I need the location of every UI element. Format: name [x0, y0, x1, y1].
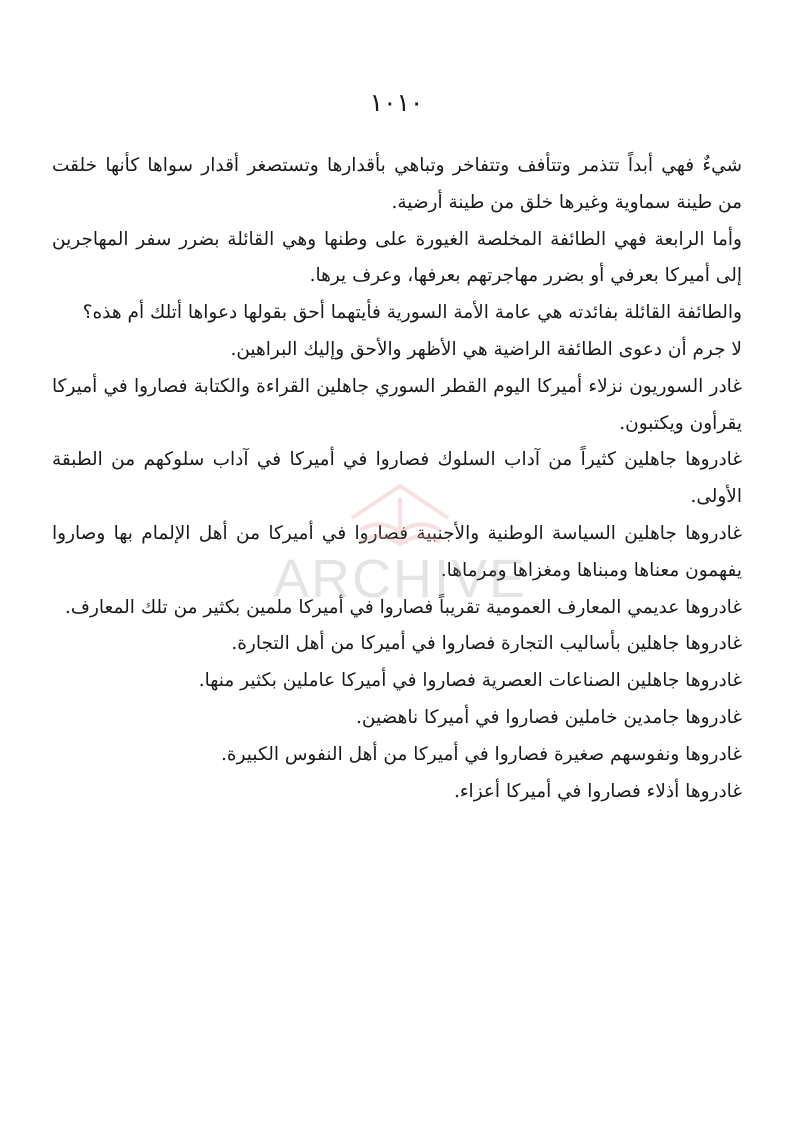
watermark-text: ARCHIVE	[272, 549, 528, 609]
paragraph: والطائفة القائلة بفائدته هي عامة الأمة السورية فأيتهما أحق بقولها دعواها أتلك أم هذه؟	[82, 302, 742, 324]
paragraph: غادروها جاهلين الصناعات العصرية فصاروا في أميركا عاملين بكثير منها.	[198, 670, 742, 692]
paragraph: شيءٌ فهي أبداً تتذمر وتتأفف وتتفاخر وتباهي بأقدارها وتستصغر أقدار سواها كأنها خلقت من طينة سماوية وغيرها خلق من طينة أرضية.	[52, 155, 742, 213]
paragraph: غادروها جامدين خاملين فصاروا في أميركا ناهضين.	[356, 706, 742, 728]
paragraph: غادروها عديمي المعارف العمومية تقريباً فصاروا في أميركا ملمين بكثير من تلك المعارف.	[64, 596, 742, 618]
paragraph: غادروها أذلاء فصاروا في أميركا أعزاء.	[453, 780, 742, 802]
paragraph: غادر السوريون نزلاء أميركا اليوم القطر السوري جاهلين القراءة والكتابة فصاروا في أميركا يقرأون ويكتبون.	[52, 375, 742, 434]
paragraph: لا جرم أن دعوى الطائفة الراضية هي الأظهر والأحق وإليك البراهين.	[230, 338, 742, 360]
paragraph: غادروها جاهلين السياسة الوطنية والأجنبية فصاروا في أميركا من أهل الإلمام بها وصاروا يفهمون معناها ومبناها ومغزاها ومرماها.	[52, 522, 742, 581]
paragraph: غادروها جاهلين كثيراً من آداب السلوك فصاروا في أميركا في آداب سلوكهم من الطبقة الأولى.	[52, 449, 742, 508]
paragraph: وأما الرابعة فهي الطائفة المخلصة الغيورة على وطنها وهي القائلة بضرر سفر المهاجرين إلى أميركا بعرفي أو بضرر مهاجرتهم بعرفها، وعرف يرها.	[52, 228, 742, 287]
page-number: ١٠١٠	[369, 88, 424, 117]
paragraph: غادروها جاهلين بأساليب التجارة فصاروا في أميركا من أهل التجارة.	[231, 633, 742, 655]
body-text	[52, 148, 742, 810]
paragraph: غادروها ونفوسهم صغيرة فصاروا في أميركا من أهل النفوس الكبيرة.	[221, 743, 742, 765]
